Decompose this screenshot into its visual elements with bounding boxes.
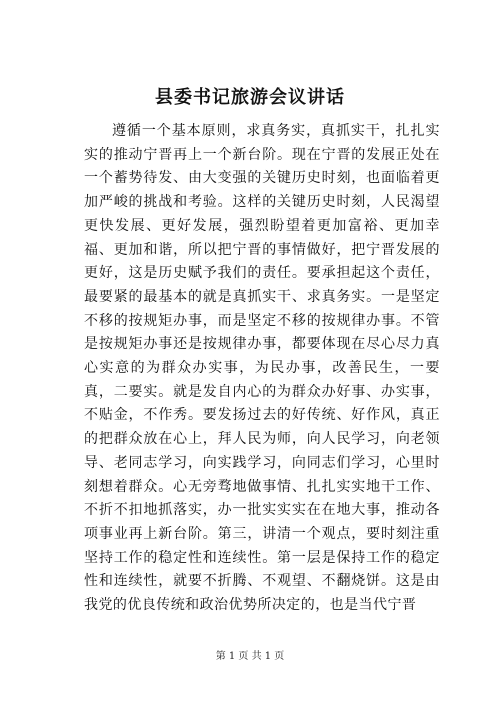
document-title: 县委书记旅游会议讲话 [155,87,345,108]
page-number-footer: 第 1 页 共 1 页 [215,651,285,662]
document-body-paragraph: 遵循一个基本原则，求真务实，真抓实干，扎扎实实的推动宁晋再上一个新台阶。现在宁晋的发展正处在一个蓄势待发、由大变强的关键历史时刻，也面临着更加严峻的挑战和考验。这样的关键历史时刻，人民渴望更快发展、更好发展，强烈盼望着更加富裕、更加幸福、更加和谐，所以把宁晋的事情做好，把宁晋发展的更好，这是历史赋予我们的责任。要承担起这个责任，最要紧的最基本的就是真抓实干、求真务实。一是坚定不移的按规矩办事，而是坚定不移的按规律办事。不管是按规矩办事还是按规律办事，都要体现在尽心尽力真心实意的为群众办实事，为民办事，改善民生，一要真，二要实。就是发自内心的为群众办好事、办实事，不贴金，不作秀。要发扬过去的好传统、好作风，真正的把群众放在心上，拜人民为师，向人民学习，向老领导、老同志学习，向实践学习，向同志们学习，心里时刻想着群众。心无旁骛地做事情、扎扎实实地干工作、不折不扣地抓落实，办一批实实实在在地大事，推动各项事业再上新台阶。第三，讲清一个观点，要时刻注重坚持工作的稳定性和连续性。第一层是保持工作的稳定性和连续性，就要不折腾、不观望、不翻烧饼。这是由我党的优良传统和政治优势所决定的，也是当代宁晋 [84,123,440,614]
